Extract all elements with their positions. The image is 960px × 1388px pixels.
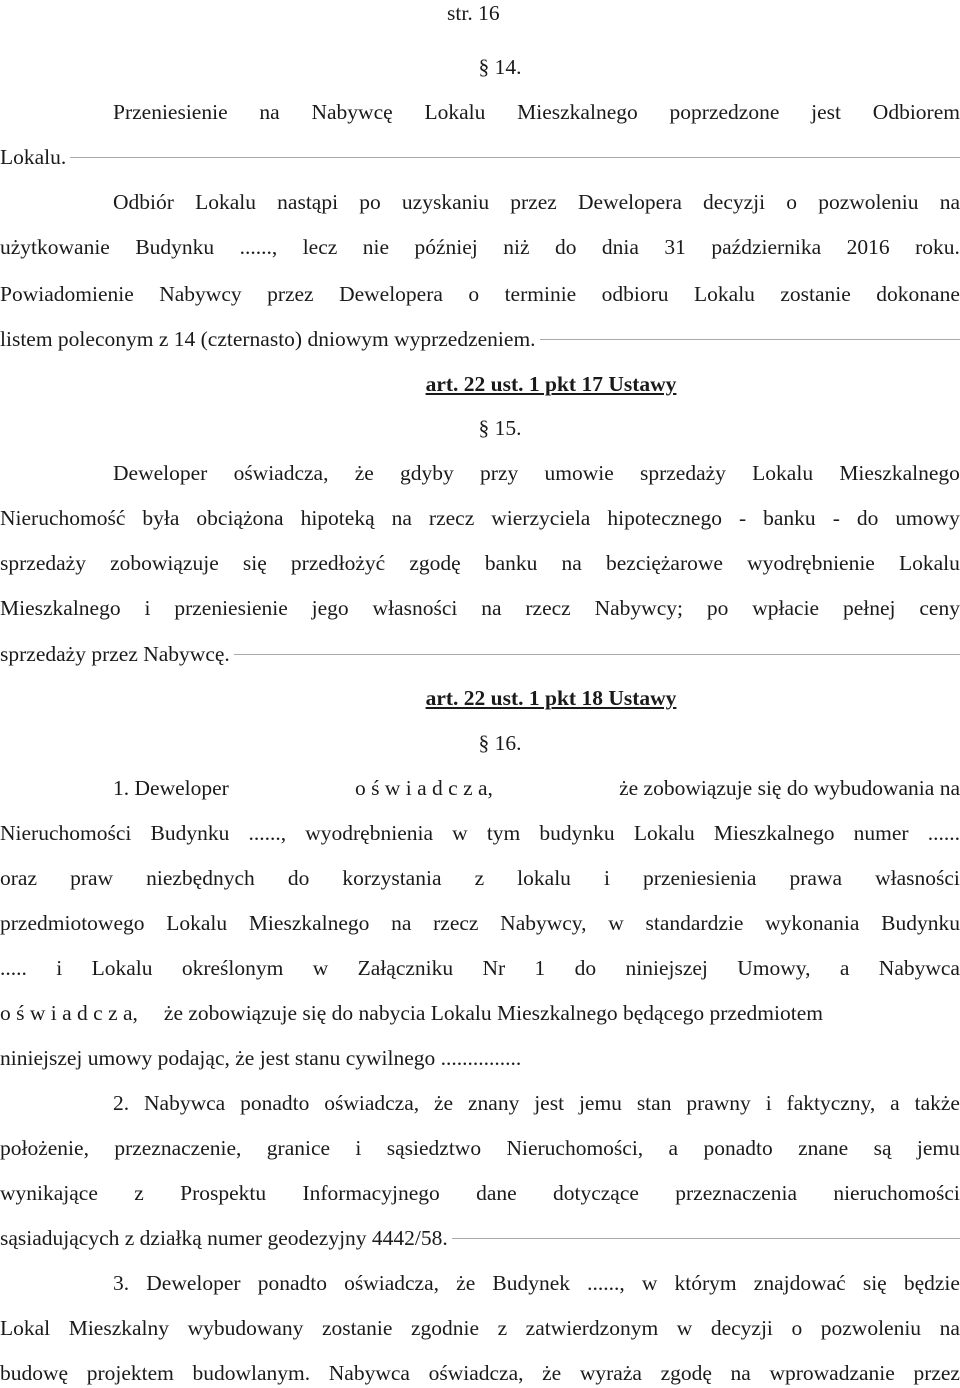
word: na <box>730 1361 751 1385</box>
s16-point-2-line-3 <box>0 1178 960 1208</box>
word: jemu <box>578 1091 622 1115</box>
word: jest <box>811 100 842 124</box>
word: umowie <box>544 461 614 485</box>
word: w <box>608 911 624 935</box>
word: uzyskaniu <box>401 190 490 214</box>
word: 2016 <box>846 235 890 259</box>
word: tym <box>486 821 521 845</box>
word: wyodrębnienia <box>305 821 434 845</box>
word: prawny <box>686 1091 751 1115</box>
word: - <box>738 506 747 530</box>
word: ponadto <box>257 1271 327 1295</box>
word: Nabywca <box>328 1361 410 1385</box>
word: wybudowany <box>187 1316 304 1340</box>
s15-line-2 <box>0 503 960 533</box>
word: Lokalu <box>899 551 960 575</box>
word: nastąpi <box>277 190 339 214</box>
word: oświadcza, <box>324 1091 420 1115</box>
word: zostanie <box>780 282 851 306</box>
word: dokonane <box>876 282 960 306</box>
s16-line-7: niniejszej umowy podając, że jest stanu cywilnego ............... <box>0 1046 522 1070</box>
word: ponadto <box>703 1136 773 1160</box>
word: i <box>56 956 63 980</box>
section-14-title: § 14. <box>478 55 522 79</box>
s16-point-3-line-2 <box>0 1313 960 1343</box>
s14-line-2: Lokalu. <box>0 142 960 172</box>
word: do <box>574 956 597 980</box>
word: o <box>468 282 480 306</box>
word: Nieruchomości <box>0 821 132 845</box>
word: będzie <box>903 1271 960 1295</box>
word: Nieruchomość <box>0 506 126 530</box>
word: położenie, <box>0 1136 89 1160</box>
word: wierzyciela <box>491 506 591 530</box>
word: przy <box>480 461 519 485</box>
section-16-title: § 16. <box>478 731 522 755</box>
word: przez <box>510 190 557 214</box>
word: znany <box>467 1091 520 1115</box>
word: Mieszkalnego <box>839 461 960 485</box>
word: zgodę <box>660 1361 712 1385</box>
word: wykonania <box>765 911 860 935</box>
s15-legal-reference: art. 22 ust. 1 pkt 18 Ustawy <box>425 686 677 710</box>
word: Budynek <box>492 1271 571 1295</box>
word: Nabywcę <box>311 100 393 124</box>
s14-line-5 <box>0 279 960 309</box>
word: Lokalu <box>633 821 695 845</box>
word: przez <box>267 282 314 306</box>
word: na <box>391 911 412 935</box>
fill-line <box>452 1238 960 1239</box>
word: gdyby <box>400 461 454 485</box>
word: wyraża <box>579 1361 642 1385</box>
word: po <box>359 190 381 214</box>
word: 1 <box>534 956 546 980</box>
fill-line <box>234 654 960 655</box>
word: w <box>676 1316 693 1340</box>
word: ponadto <box>240 1091 310 1115</box>
word: Nieruchomości, <box>506 1136 644 1160</box>
s16-line-4 <box>0 908 960 938</box>
word: w <box>452 821 468 845</box>
word: się <box>242 551 267 575</box>
word: Umowy, <box>737 956 811 980</box>
word: Mieszkalnego <box>517 100 638 124</box>
word: na <box>481 596 502 620</box>
word: wynikające <box>0 1181 98 1205</box>
s14-line-3 <box>0 187 960 217</box>
word: ......, <box>587 1271 625 1295</box>
word: że <box>354 461 374 485</box>
word: jest <box>534 1091 565 1115</box>
word: Lokal <box>0 1316 51 1340</box>
section-15-title: § 15. <box>478 416 522 440</box>
word: o <box>791 1316 803 1340</box>
word: wyodrębnienie <box>747 551 875 575</box>
word: z <box>497 1316 508 1340</box>
word: lecz <box>302 235 338 259</box>
word: ......, <box>248 821 287 845</box>
word: Załączniku <box>357 956 454 980</box>
word: Lokalu <box>91 956 153 980</box>
word: do <box>287 866 310 890</box>
word: prawa <box>789 866 843 890</box>
word: Nabywcy; <box>594 596 683 620</box>
word: Przeniesienie <box>113 100 228 124</box>
s15-line-3 <box>0 548 960 578</box>
word: po <box>706 596 729 620</box>
word: znajdować <box>753 1271 846 1295</box>
word: zgodę <box>409 551 461 575</box>
word: Nabywcy <box>159 282 242 306</box>
word: przeznaczenia <box>675 1181 797 1205</box>
word: oraz <box>0 866 37 890</box>
word: przeniesienie <box>174 596 288 620</box>
s16-point-2-line-4: sąsiadujących z działką numer geodezyjny 4442/58. <box>0 1223 960 1253</box>
word: w <box>312 956 329 980</box>
word: hipotecznego <box>607 506 722 530</box>
word: własności <box>875 866 960 890</box>
word: dane <box>476 1181 517 1205</box>
word: Odbiór <box>113 190 174 214</box>
word: ......, <box>239 235 278 259</box>
word: na <box>939 190 960 214</box>
word: wpłacie <box>752 596 820 620</box>
s16-line-6: o ś w i a d c z a, że zobowiązuje się do nabycia Lokalu Mieszkalnego będącego przedmiotem <box>0 1001 823 1025</box>
word: z <box>134 1181 144 1205</box>
word: wprowadzanie <box>769 1361 895 1385</box>
word: pozwoleniu <box>820 1316 922 1340</box>
word: Nabywca <box>144 1091 226 1115</box>
word: użytkowanie <box>0 235 110 259</box>
word: przeznaczenie, <box>114 1136 242 1160</box>
word: bezciężarowe <box>605 551 723 575</box>
word: niezbędnych <box>146 866 255 890</box>
s15-line-4 <box>0 593 960 623</box>
word: i <box>144 596 151 620</box>
word: Budynku <box>135 235 215 259</box>
word: umowy <box>895 506 960 530</box>
word: decyzji <box>703 190 766 214</box>
word: praw <box>70 866 114 890</box>
word: w <box>641 1271 658 1295</box>
word: Lokalu <box>166 911 228 935</box>
word: a <box>890 1091 900 1115</box>
word: przedmiotowego <box>0 911 145 935</box>
word: sprzedaży <box>0 551 86 575</box>
s16-point-2-line-2 <box>0 1133 960 1163</box>
s14-line-1 <box>0 97 960 127</box>
word: się <box>862 1271 887 1295</box>
word: Nabywca <box>878 956 960 980</box>
word: października <box>711 235 822 259</box>
word: rzecz <box>525 596 571 620</box>
word: Budynku <box>881 911 960 935</box>
word: z <box>474 866 485 890</box>
word: dotyczące <box>553 1181 639 1205</box>
word: hipoteką <box>300 506 375 530</box>
word: zgodnie <box>410 1316 480 1340</box>
word: granice <box>266 1136 331 1160</box>
word: banku <box>763 506 816 530</box>
word: że <box>542 1361 562 1385</box>
word: Informacyjnego <box>302 1181 440 1205</box>
s14-legal-reference: art. 22 ust. 1 pkt 17 Ustawy <box>425 372 677 396</box>
word: decyzji <box>710 1316 773 1340</box>
word: nie <box>362 235 390 259</box>
s16-line-1: 1. Deweloper o ś w i a d c z a, że zobowiązuje się do wybudowania na <box>113 776 960 800</box>
word: oświadcza, <box>428 1361 524 1385</box>
word: budowlanym. <box>192 1361 311 1385</box>
word: którym <box>674 1271 737 1295</box>
s16-line-3 <box>0 863 960 893</box>
s14-line-4 <box>0 232 960 262</box>
word: była <box>142 506 180 530</box>
word: są <box>873 1136 892 1160</box>
word: jemu <box>916 1136 960 1160</box>
word: nieruchomości <box>833 1181 960 1205</box>
word: że <box>434 1091 454 1115</box>
word: Lokalu <box>752 461 814 485</box>
word: 3. <box>113 1271 130 1295</box>
word: i <box>603 866 610 890</box>
word: poprzedzone <box>669 100 780 124</box>
s16-point-2-line-1 <box>0 1088 960 1118</box>
word: ...... <box>927 821 960 845</box>
word: Deweloper <box>113 461 208 485</box>
word: stan <box>636 1091 672 1115</box>
word: niż <box>503 235 530 259</box>
word: lokalu <box>517 866 571 890</box>
word: jego <box>311 596 349 620</box>
word: także <box>914 1091 960 1115</box>
word: zobowiązuje <box>110 551 219 575</box>
s16-line-5 <box>0 953 960 983</box>
word: później <box>414 235 478 259</box>
word: - <box>832 506 840 530</box>
word: 2. <box>113 1091 130 1115</box>
s16-point-3-line-3 <box>0 1358 960 1388</box>
word: oświadcza, <box>233 461 329 485</box>
word: i <box>355 1136 362 1160</box>
word: na <box>259 100 280 124</box>
word: a <box>839 956 850 980</box>
word: terminie <box>504 282 577 306</box>
word: banku <box>484 551 538 575</box>
word: Nabywcy, <box>500 911 587 935</box>
word: Lokalu <box>694 282 755 306</box>
s16-point-3-line-1 <box>0 1268 960 1298</box>
s14-line-6: listem poleconym z 14 (czternasto) dniowym wyprzedzeniem. <box>0 324 960 354</box>
word: obciążona <box>196 506 284 530</box>
s16-line-2 <box>0 818 960 848</box>
word: projektem <box>86 1361 174 1385</box>
word: Lokalu <box>195 190 256 214</box>
word: do <box>554 235 577 259</box>
word: Lokalu <box>424 100 486 124</box>
word: ceny <box>919 596 960 620</box>
word: i <box>765 1091 772 1115</box>
word: Mieszkalny <box>68 1316 170 1340</box>
word: na <box>561 551 582 575</box>
word: sąsiedztwo <box>386 1136 482 1160</box>
word: o <box>786 190 798 214</box>
word: do <box>856 506 879 530</box>
word: rzecz <box>428 506 475 530</box>
word: własności <box>372 596 458 620</box>
word: Mieszkalnego <box>0 596 121 620</box>
word: rzecz <box>433 911 479 935</box>
word: przedłożyć <box>290 551 386 575</box>
word: Prospektu <box>180 1181 267 1205</box>
word: że <box>456 1271 476 1295</box>
word: Mieszkalnego <box>248 911 370 935</box>
word: dnia <box>601 235 639 259</box>
word: na <box>939 1316 960 1340</box>
word: Powiadomienie <box>0 282 134 306</box>
word: niniejszej <box>625 956 708 980</box>
word: korzystania <box>342 866 442 890</box>
fill-line <box>540 339 960 340</box>
word: pełnej <box>842 596 896 620</box>
word: oświadcza, <box>344 1271 440 1295</box>
word: a <box>668 1136 679 1160</box>
word: numer <box>853 821 909 845</box>
word: Dewelopera <box>578 190 682 214</box>
word: Deweloper <box>146 1271 241 1295</box>
word: 31 <box>664 235 686 259</box>
word: roku. <box>915 235 960 259</box>
s15-line-1 <box>0 458 960 488</box>
word: budowę <box>0 1361 69 1385</box>
word: odbioru <box>601 282 669 306</box>
word: budynku <box>539 821 615 845</box>
word: przeniesienia <box>643 866 757 890</box>
word: określonym <box>181 956 284 980</box>
word: pozwoleniu <box>818 190 919 214</box>
word: zatwierdzonym <box>525 1316 659 1340</box>
word: Nr <box>482 956 506 980</box>
word: ..... <box>0 956 27 980</box>
word: Dewelopera <box>339 282 443 306</box>
word: sprzedaży <box>639 461 726 485</box>
word: Odbiorem <box>872 100 960 124</box>
word: Budynku <box>150 821 230 845</box>
word: na <box>391 506 412 530</box>
page-number: str. 16 <box>447 1 500 25</box>
word: Mieszkalnego <box>713 821 835 845</box>
word: standardzie <box>645 911 744 935</box>
s15-line-5: sprzedaży przez Nabywcę. <box>0 639 960 669</box>
fill-line <box>70 157 960 158</box>
word: przez <box>913 1361 960 1385</box>
word: znane <box>798 1136 849 1160</box>
word: zostanie <box>321 1316 393 1340</box>
word: faktyczny, <box>786 1091 876 1115</box>
